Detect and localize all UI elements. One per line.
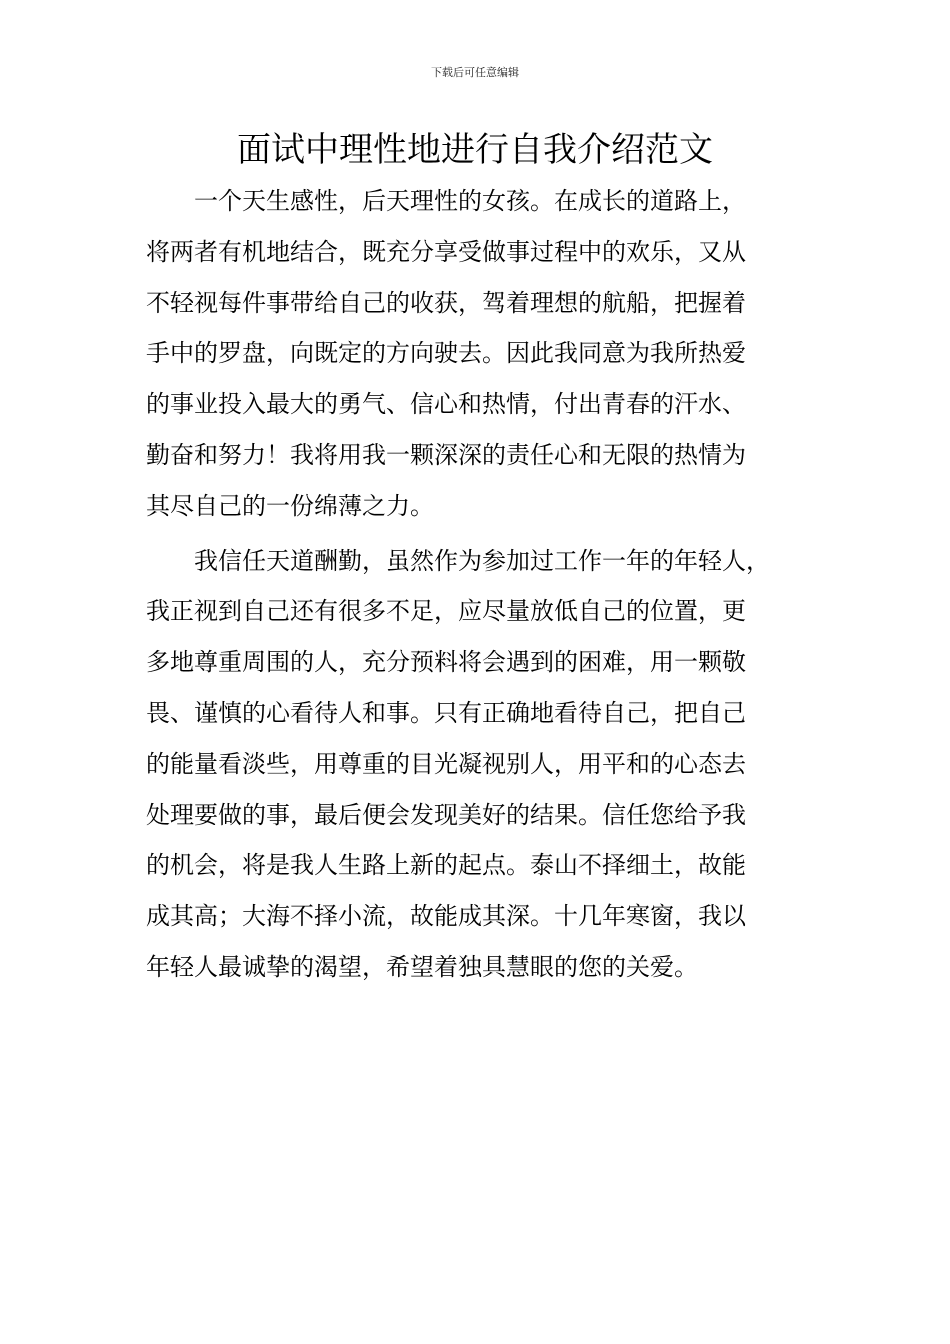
document-body	[146, 176, 836, 993]
paragraph-2-line: 我正视到自己还有很多不足，应尽量放低自己的位置，更	[146, 597, 746, 626]
document-title: 面试中理性地进行自我介绍范文	[237, 130, 713, 170]
paragraph-1-line: 手中的罗盘，向既定的方向驶去。因此我同意为我所热爱	[146, 339, 746, 368]
paragraph-2	[146, 536, 836, 993]
paragraph-1-line: 一个天生感性，后天理性的女孩。在成长的道路上，	[194, 187, 746, 215]
paragraph-2-line: 的机会，将是我人生路上新的起点。泰山不择细土，故能	[146, 851, 746, 880]
paragraph-1-line: 将两者有机地结合，既充分享受做事过程中的欢乐，又从	[146, 237, 746, 266]
paragraph-1-line: 勤奋和努力！我将用我一颗深深的责任心和无限的热情为	[146, 440, 746, 469]
paragraph-2-line: 处理要做的事，最后便会发现美好的结果。信任您给予我	[146, 800, 746, 829]
paragraph-2-line: 多地尊重周围的人，充分预料将会遇到的困难，用一颗敬	[146, 648, 746, 677]
paragraph-1-line: 的事业投入最大的勇气、信心和热情，付出青春的汗水、	[146, 390, 746, 419]
paragraph-2-line: 的能量看淡些，用尊重的目光凝视别人，用平和的心态去	[146, 749, 746, 778]
paragraph-1-line: 不轻视每件事带给自己的收获，驾着理想的航船，把握着	[146, 288, 746, 317]
paragraph-2-line: 年轻人最诚挚的渴望，希望着独具慧眼的您的关爱。	[146, 952, 698, 981]
paragraph-2-line: 我信任天道酬勤，虽然作为参加过工作一年的年轻人，	[194, 546, 770, 575]
paragraph-1-line: 其尽自己的一份绵薄之力。	[146, 491, 434, 520]
paragraph-1	[146, 176, 836, 532]
paragraph-2-line: 畏、谨慎的心看待人和事。只有正确地看待自己，把自己	[146, 698, 746, 727]
paragraph-2-line: 成其高；大海不择小流，故能成其深。十几年寒窗，我以	[146, 902, 746, 931]
header-note: 下载后可任意编辑	[431, 66, 519, 79]
